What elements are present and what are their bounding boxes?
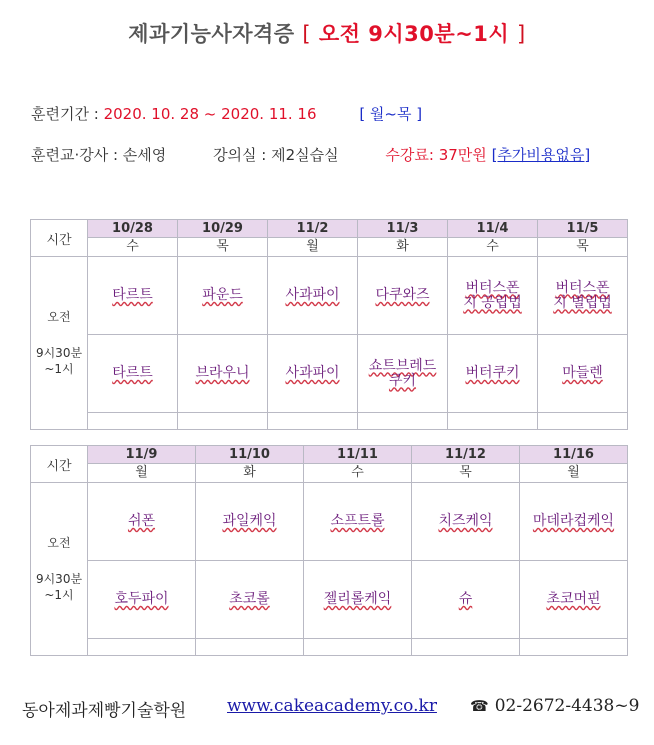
- page-title: [0, 18, 654, 48]
- weekday-cell: 화: [196, 464, 304, 483]
- session-time-start: 9시30분: [35, 346, 83, 360]
- menu-item: 치즈케익: [438, 513, 493, 529]
- course-info-line: [31, 144, 590, 165]
- menu-cell: [538, 335, 628, 413]
- schedule-table-week2: [30, 445, 628, 656]
- footer: [22, 696, 642, 720]
- menu-item: 쇼트브레드 쿠키: [368, 357, 437, 389]
- menu-cell: [448, 257, 538, 335]
- menu-item: 사과파이: [285, 287, 340, 303]
- date-cell: 11/10: [196, 446, 304, 464]
- date-cell: 10/29: [178, 220, 268, 238]
- website-link[interactable]: www.cakeacademy.co.kr: [227, 696, 437, 716]
- session-time-end: ~1시: [44, 588, 74, 602]
- menu-cell: [88, 561, 196, 639]
- menu-cell: [88, 257, 178, 335]
- menu-item: 파운드: [202, 287, 243, 303]
- time-header: 시간: [31, 220, 88, 257]
- weekday-cell: 목: [412, 464, 520, 483]
- empty-cell: [412, 639, 520, 656]
- menu-cell: [196, 483, 304, 561]
- menu-item: 다쿠와즈: [375, 287, 430, 303]
- menu-item: 과일케익: [222, 513, 277, 529]
- date-cell: 11/9: [88, 446, 196, 464]
- empty-cell: [358, 413, 448, 430]
- menu-item: 소프트롤: [330, 513, 385, 529]
- phone-number: 02-2672-4438~9: [494, 696, 640, 716]
- menu-cell: [304, 561, 412, 639]
- menu-cell: [412, 561, 520, 639]
- menu-cell: [448, 335, 538, 413]
- classroom: 강의실 : 제2실습실: [213, 146, 339, 164]
- menu-cell: [268, 257, 358, 335]
- menu-item: 타르트: [112, 287, 153, 303]
- empty-cell: [448, 413, 538, 430]
- title-main: 제과기능사자격증: [128, 22, 295, 46]
- empty-cell: [88, 413, 178, 430]
- menu-item: 초코머핀: [546, 591, 601, 607]
- menu-item: 쉬폰: [127, 513, 156, 529]
- session-am-label: 오전: [47, 310, 71, 324]
- menu-item: 버터스폰지 공립법: [463, 279, 522, 311]
- menu-cell: [304, 483, 412, 561]
- empty-cell: [520, 639, 628, 656]
- empty-cell: [196, 639, 304, 656]
- telephone-icon: ☎: [470, 697, 489, 715]
- weekday-cell: 목: [178, 238, 268, 257]
- weekday-cell: 월: [520, 464, 628, 483]
- menu-cell: [520, 483, 628, 561]
- menu-item: 젤리롤케익: [323, 591, 392, 607]
- menu-item: 마데라컵케익: [532, 513, 615, 529]
- weekday-cell: 수: [448, 238, 538, 257]
- period-label: 훈련기간 :: [31, 105, 99, 123]
- menu-cell: [268, 335, 358, 413]
- menu-cell: [178, 335, 268, 413]
- weekday-cell: 월: [88, 464, 196, 483]
- menu-item: 타르트: [112, 365, 153, 381]
- session-am-label: 오전: [47, 536, 71, 550]
- menu-item: 초코롤: [229, 591, 270, 607]
- date-cell: 11/5: [538, 220, 628, 238]
- menu-item: 버터쿠키: [465, 365, 520, 381]
- title-time: 오전 9시30분~1시: [318, 22, 510, 46]
- menu-item: 브라우니: [195, 365, 250, 381]
- session-time-start: 9시30분: [35, 572, 83, 586]
- weekday-cell: 수: [304, 464, 412, 483]
- menu-cell: [520, 561, 628, 639]
- date-cell: 10/28: [88, 220, 178, 238]
- menu-cell: [178, 257, 268, 335]
- date-cell: 11/3: [358, 220, 448, 238]
- academy-name: 동아제과제빵기술학원: [22, 701, 187, 721]
- empty-cell: [88, 639, 196, 656]
- date-cell: 11/11: [304, 446, 412, 464]
- menu-item: 슈: [458, 591, 473, 607]
- phone-number-group: [470, 696, 639, 716]
- empty-cell: [268, 413, 358, 430]
- empty-cell: [538, 413, 628, 430]
- empty-cell: [178, 413, 268, 430]
- menu-cell: [88, 335, 178, 413]
- menu-cell: [88, 483, 196, 561]
- menu-cell: [358, 335, 448, 413]
- title-bracket-close: ]: [517, 22, 526, 46]
- menu-item: 버터스폰지 별립법: [553, 279, 612, 311]
- date-cell: 11/16: [520, 446, 628, 464]
- menu-cell: [196, 561, 304, 639]
- time-header: 시간: [31, 446, 88, 483]
- weekday-cell: 월: [268, 238, 358, 257]
- menu-cell: [412, 483, 520, 561]
- class-days: [ 월~목 ]: [359, 105, 423, 123]
- schedule-table-week1: [30, 219, 628, 430]
- weekday-cell: 수: [88, 238, 178, 257]
- session-time-cell: [31, 483, 88, 656]
- instructor: 훈련교·강사 : 손세영: [31, 146, 167, 164]
- menu-cell: [538, 257, 628, 335]
- menu-cell: [358, 257, 448, 335]
- date-cell: 11/12: [412, 446, 520, 464]
- date-cell: 11/4: [448, 220, 538, 238]
- title-bracket-open: [: [302, 22, 312, 46]
- date-cell: 11/2: [268, 220, 358, 238]
- period-value: 2020. 10. 28 ~ 2020. 11. 16: [103, 105, 317, 123]
- menu-item: 사과파이: [285, 365, 340, 381]
- training-period-line: [31, 103, 422, 124]
- session-time-end: ~1시: [44, 362, 74, 376]
- session-time-cell: [31, 257, 88, 430]
- menu-item: 호두파이: [114, 591, 169, 607]
- tuition-fee: 수강료: 37만원: [385, 146, 487, 164]
- menu-item: 마들렌: [562, 365, 603, 381]
- empty-cell: [304, 639, 412, 656]
- no-extra-cost: [추가비용없음]: [491, 146, 591, 164]
- weekday-cell: 화: [358, 238, 448, 257]
- weekday-cell: 목: [538, 238, 628, 257]
